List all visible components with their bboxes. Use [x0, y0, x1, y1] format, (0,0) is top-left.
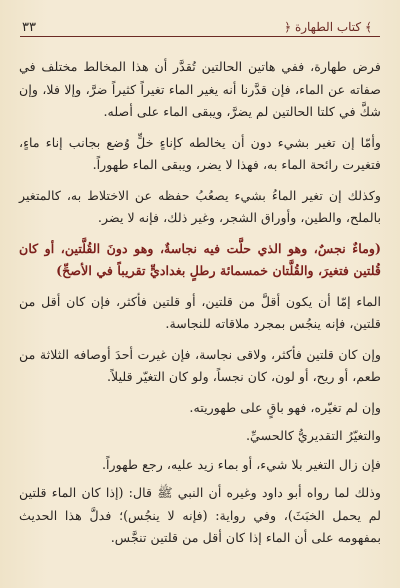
body-paragraph: وذلك لما رواه أبو داود وغيره أن النبي ﷺ قال: (إذا كان الماء قلتين لم يحمل الخبَثَ)، وفي رواية: (فإنه لا ينجُس)؛ فدلَّ هذا الحديث بمفهومه على أن الماء إذا كان أقل من قلتين تنجَّس.: [19, 485, 381, 545]
page-body: [19, 56, 381, 558]
page-header: [20, 20, 380, 42]
body-paragraph: الماء إمّا أن يكون أقلَّ من قلتين، أو قلتين فأكثر، فإن كان أقل من قلتين، فإنه ينجُس بمجرد ملاقاته للنجاسة.: [19, 293, 381, 331]
body-paragraph: وإن لم تغيّره، فهو باقٍ على طهوريته.: [189, 399, 381, 415]
page-number: ٣٣: [22, 20, 36, 35]
body-paragraph: وأمّا إن تغير بشيء دون أن يخالطه كإناءٍ خلٍّ وُضع بجانب إناء ماءٍ، فتغيرت رائحة الماء به، فهذا لا يضر، ويبقى الماء طهوراً.: [19, 134, 381, 172]
body-paragraph: والتغيّرُ التقديريُّ كالحسيِّ.: [245, 428, 381, 443]
body-paragraph: فإن زال التغير بلا شيء، أو بماء زيد عليه، رجع طهوراً.: [101, 456, 381, 472]
matn-quote: (وماءٌ نجسٌ، وهو الذي حلَّت فيه نجاسةٌ، وهو دونَ القُلَّتين، أو كان قُلتين فتغيرَ، والقُلَّتان خمسمائة رطلٍ بغداديٍّ تقريباً في الأصحِّ): [19, 240, 381, 278]
body-paragraph: وكذلك إن تغير الماءُ بشيء يصعُبُ حفظه عن الاختلاط به، كالمتغير بالملح، والطين، وأوراق الشجر، وغير ذلك، فإنه لا يضر.: [19, 187, 381, 225]
body-paragraph: وإن كان قلتين فأكثر، ولاقى نجاسة، فإن غيرت أحدَ أوصافه الثلاثة من طعم، أو ريح، أو لون، كان نجساً، ولو كان التغيّر قليلاً.: [19, 346, 381, 384]
chapter-title: ﴾ كتاب الطهارة ﴿: [284, 20, 372, 34]
body-paragraph: فرض طهارة، ففي هاتين الحالتين تُقدَّر أن هذا المخالط مختلف في صفاته عن الماء، فإن قدَّرنا أنه يغير الماء تغيراً كثيراً ضرَّ، وإلا فلا، وإن شكَّ في كلتا الحالتين لم يضرَّ، ويبقى الماء على أصله.: [19, 59, 381, 119]
header-divider: [20, 36, 380, 37]
